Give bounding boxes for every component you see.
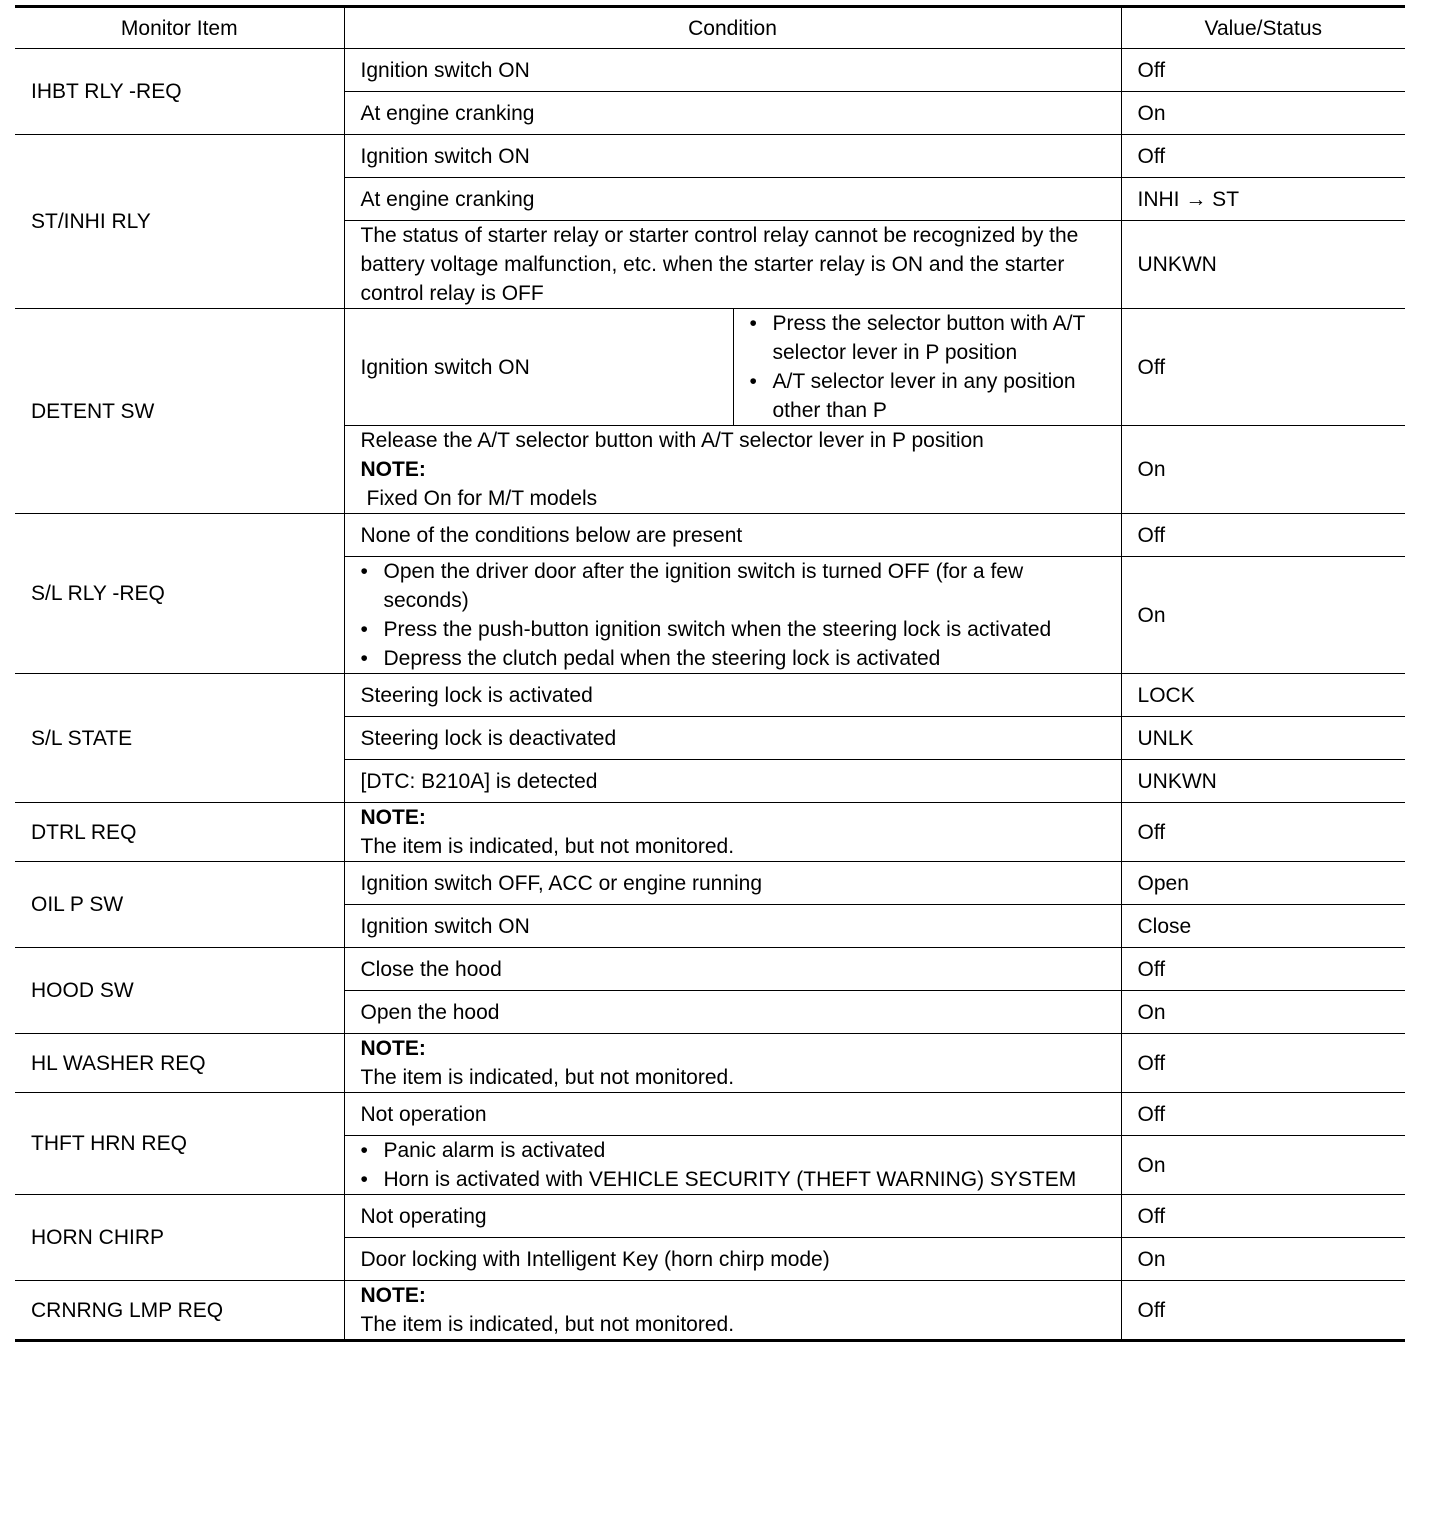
note-label: NOTE: (360, 458, 426, 481)
condition-cell: Close the hood (344, 948, 1121, 991)
table-row (15, 1093, 1405, 1136)
table-row (15, 674, 1405, 717)
value-cell: Off (1121, 135, 1405, 178)
table-row (15, 514, 1405, 557)
list-item: • Open the driver door after the ignition switch is turned OFF (for a few seconds) (361, 557, 1105, 615)
value-cell: On (1121, 426, 1405, 514)
bullet-list (361, 557, 1105, 673)
value-cell: UNLK (1121, 717, 1405, 760)
monitor-item-cell: DETENT SW (15, 309, 344, 514)
sub-condition-cell (733, 309, 1121, 426)
table-row (15, 862, 1405, 905)
monitor-item-cell: S/L RLY -REQ (15, 514, 344, 674)
list-item: • Press the selector button with A/T selector lever in P position (750, 309, 1105, 367)
value-cell: Open (1121, 862, 1405, 905)
value-cell: Off (1121, 1093, 1405, 1136)
value-cell: Off (1121, 514, 1405, 557)
condition-cell: Not operating (344, 1195, 1121, 1238)
condition-cell: Door locking with Intelligent Key (horn chirp mode) (344, 1238, 1121, 1281)
value-cell: Off (1121, 803, 1405, 862)
header-monitor-item: Monitor Item (15, 7, 344, 49)
monitor-item-cell: HOOD SW (15, 948, 344, 1034)
bullet-list (750, 309, 1105, 425)
list-item: • A/T selector lever in any position other than P (750, 367, 1105, 425)
condition-cell: Ignition switch ON (344, 49, 1121, 92)
monitor-table (15, 5, 1405, 1342)
condition-cell (344, 426, 1121, 514)
note-text: The item is indicated, but not monitored. (360, 1066, 735, 1089)
condition-cell: Ignition switch ON (344, 309, 733, 426)
bullet-list (361, 1136, 1105, 1194)
condition-cell: Steering lock is activated (344, 674, 1121, 717)
condition-text: Release the A/T selector button with A/T selector lever in P position (360, 429, 984, 452)
condition-cell: Ignition switch ON (344, 905, 1121, 948)
table-row (15, 49, 1405, 92)
condition-cell: At engine cranking (344, 178, 1121, 221)
value-cell: Off (1121, 1034, 1405, 1093)
value-cell: UNKWN (1121, 760, 1405, 803)
table-row (15, 1034, 1405, 1093)
condition-cell: The status of starter relay or starter control relay cannot be recognized by the battery voltage malfunction, etc. when the starter relay is ON and the starter control relay is OFF (344, 221, 1121, 309)
condition-cell (344, 803, 1121, 862)
table-row (15, 309, 1405, 426)
header-condition: Condition (344, 7, 1121, 49)
note-text: Fixed On for M/T models (366, 487, 598, 510)
monitor-item-cell: THFT HRN REQ (15, 1093, 344, 1195)
value-cell: INHI → ST (1121, 178, 1405, 221)
value-cell: LOCK (1121, 674, 1405, 717)
header-row (15, 7, 1405, 49)
table-row (15, 1281, 1405, 1341)
value-cell: Off (1121, 49, 1405, 92)
value-cell: Close (1121, 905, 1405, 948)
note-text: The item is indicated, but not monitored. (360, 835, 735, 858)
note-label: NOTE: (360, 806, 426, 829)
value-cell: Off (1121, 1195, 1405, 1238)
condition-cell: None of the conditions below are present (344, 514, 1121, 557)
list-item: • Panic alarm is activated (361, 1136, 1105, 1165)
table-row (15, 1195, 1405, 1238)
monitor-item-cell: IHBT RLY -REQ (15, 49, 344, 135)
table-row (15, 948, 1405, 991)
condition-cell: At engine cranking (344, 92, 1121, 135)
value-cell: On (1121, 557, 1405, 674)
note-label: NOTE: (360, 1284, 426, 1307)
monitor-item-cell: HORN CHIRP (15, 1195, 344, 1281)
value-cell: On (1121, 92, 1405, 135)
table-row (15, 135, 1405, 178)
table-row (15, 803, 1405, 862)
condition-cell (344, 1281, 1121, 1341)
list-item: • Depress the clutch pedal when the steering lock is activated (361, 644, 1105, 673)
monitor-item-cell: OIL P SW (15, 862, 344, 948)
note-text: The item is indicated, but not monitored. (360, 1313, 735, 1336)
value-cell: Off (1121, 948, 1405, 991)
header-value-status: Value/Status (1121, 7, 1405, 49)
value-cell: Off (1121, 1281, 1405, 1341)
condition-cell: Ignition switch OFF, ACC or engine running (344, 862, 1121, 905)
value-cell: On (1121, 991, 1405, 1034)
condition-cell (344, 1034, 1121, 1093)
value-cell: Off (1121, 309, 1405, 426)
value-cell: UNKWN (1121, 221, 1405, 309)
list-item: • Press the push-button ignition switch when the steering lock is activated (361, 615, 1105, 644)
condition-cell: [DTC: B210A] is detected (344, 760, 1121, 803)
value-cell: On (1121, 1238, 1405, 1281)
monitor-item-cell: DTRL REQ (15, 803, 344, 862)
condition-cell (344, 557, 1121, 674)
condition-cell: Ignition switch ON (344, 135, 1121, 178)
value-cell: On (1121, 1136, 1405, 1195)
monitor-item-cell: ST/INHI RLY (15, 135, 344, 309)
condition-cell (344, 1136, 1121, 1195)
list-item: • Horn is activated with VEHICLE SECURITY (THEFT WARNING) SYSTEM (361, 1165, 1105, 1194)
condition-cell: Open the hood (344, 991, 1121, 1034)
condition-cell: Not operation (344, 1093, 1121, 1136)
note-label: NOTE: (360, 1037, 426, 1060)
monitor-item-cell: HL WASHER REQ (15, 1034, 344, 1093)
monitor-item-cell: CRNRNG LMP REQ (15, 1281, 344, 1341)
monitor-item-cell: S/L STATE (15, 674, 344, 803)
condition-cell: Steering lock is deactivated (344, 717, 1121, 760)
